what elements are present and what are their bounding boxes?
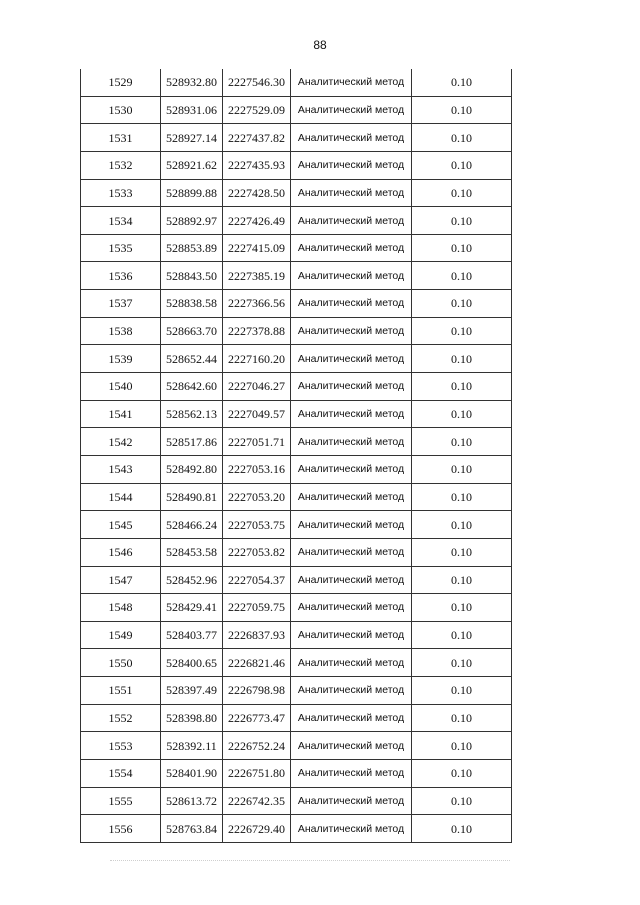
method-cell: Аналитический метод <box>291 538 412 566</box>
point-number-cell: 1547 <box>81 566 161 594</box>
method-cell: Аналитический метод <box>291 428 412 456</box>
y-coordinate-cell: 2227053.16 <box>223 455 291 483</box>
x-coordinate-cell: 528466.24 <box>161 511 223 539</box>
x-coordinate-cell: 528899.88 <box>161 179 223 207</box>
accuracy-cell: 0.10 <box>412 262 512 290</box>
point-number-cell: 1548 <box>81 594 161 622</box>
method-cell: Аналитический метод <box>291 345 412 373</box>
method-cell: Аналитический метод <box>291 483 412 511</box>
method-cell: Аналитический метод <box>291 179 412 207</box>
point-number-cell: 1532 <box>81 151 161 179</box>
method-cell: Аналитический метод <box>291 400 412 428</box>
accuracy-cell: 0.10 <box>412 345 512 373</box>
y-coordinate-cell: 2227428.50 <box>223 179 291 207</box>
method-cell: Аналитический метод <box>291 207 412 235</box>
method-cell: Аналитический метод <box>291 704 412 732</box>
table-row <box>81 262 512 290</box>
method-cell: Аналитический метод <box>291 69 412 96</box>
accuracy-cell: 0.10 <box>412 483 512 511</box>
table-row <box>81 538 512 566</box>
accuracy-cell: 0.10 <box>412 732 512 760</box>
y-coordinate-cell: 2226742.35 <box>223 787 291 815</box>
accuracy-cell: 0.10 <box>412 649 512 677</box>
table-row <box>81 455 512 483</box>
y-coordinate-cell: 2226752.24 <box>223 732 291 760</box>
x-coordinate-cell: 528562.13 <box>161 400 223 428</box>
method-cell: Аналитический метод <box>291 760 412 788</box>
x-coordinate-cell: 528429.41 <box>161 594 223 622</box>
x-coordinate-cell: 528892.97 <box>161 207 223 235</box>
table-row <box>81 151 512 179</box>
point-number-cell: 1535 <box>81 234 161 262</box>
accuracy-cell: 0.10 <box>412 787 512 815</box>
table-row <box>81 649 512 677</box>
accuracy-cell: 0.10 <box>412 594 512 622</box>
accuracy-cell: 0.10 <box>412 400 512 428</box>
y-coordinate-cell: 2226729.40 <box>223 815 291 843</box>
accuracy-cell: 0.10 <box>412 96 512 124</box>
table-row <box>81 234 512 262</box>
point-number-cell: 1533 <box>81 179 161 207</box>
y-coordinate-cell: 2227366.56 <box>223 290 291 318</box>
x-coordinate-cell: 528927.14 <box>161 124 223 152</box>
point-number-cell: 1552 <box>81 704 161 732</box>
x-coordinate-cell: 528921.62 <box>161 151 223 179</box>
point-number-cell: 1553 <box>81 732 161 760</box>
accuracy-cell: 0.10 <box>412 455 512 483</box>
method-cell: Аналитический метод <box>291 373 412 401</box>
y-coordinate-cell: 2227053.82 <box>223 538 291 566</box>
point-number-cell: 1538 <box>81 317 161 345</box>
method-cell: Аналитический метод <box>291 649 412 677</box>
accuracy-cell: 0.10 <box>412 317 512 345</box>
table-row <box>81 373 512 401</box>
point-number-cell: 1536 <box>81 262 161 290</box>
point-number-cell: 1556 <box>81 815 161 843</box>
method-cell: Аналитический метод <box>291 151 412 179</box>
accuracy-cell: 0.10 <box>412 815 512 843</box>
accuracy-cell: 0.10 <box>412 151 512 179</box>
y-coordinate-cell: 2227529.09 <box>223 96 291 124</box>
y-coordinate-cell: 2227546.30 <box>223 69 291 96</box>
footer-divider <box>110 860 510 862</box>
y-coordinate-cell: 2226837.93 <box>223 621 291 649</box>
point-number-cell: 1541 <box>81 400 161 428</box>
x-coordinate-cell: 528652.44 <box>161 345 223 373</box>
x-coordinate-cell: 528931.06 <box>161 96 223 124</box>
method-cell: Аналитический метод <box>291 262 412 290</box>
y-coordinate-cell: 2227385.19 <box>223 262 291 290</box>
x-coordinate-cell: 528403.77 <box>161 621 223 649</box>
table-row <box>81 124 512 152</box>
x-coordinate-cell: 528517.86 <box>161 428 223 456</box>
method-cell: Аналитический метод <box>291 511 412 539</box>
table-row <box>81 317 512 345</box>
x-coordinate-cell: 528398.80 <box>161 704 223 732</box>
page-number: 88 <box>313 38 327 52</box>
x-coordinate-cell: 528642.60 <box>161 373 223 401</box>
accuracy-cell: 0.10 <box>412 290 512 318</box>
accuracy-cell: 0.10 <box>412 566 512 594</box>
table-row <box>81 566 512 594</box>
table-row <box>81 207 512 235</box>
method-cell: Аналитический метод <box>291 317 412 345</box>
accuracy-cell: 0.10 <box>412 234 512 262</box>
x-coordinate-cell: 528853.89 <box>161 234 223 262</box>
point-number-cell: 1537 <box>81 290 161 318</box>
table-row <box>81 815 512 843</box>
x-coordinate-cell: 528843.50 <box>161 262 223 290</box>
y-coordinate-cell: 2227160.20 <box>223 345 291 373</box>
y-coordinate-cell: 2226821.46 <box>223 649 291 677</box>
method-cell: Аналитический метод <box>291 96 412 124</box>
point-number-cell: 1551 <box>81 677 161 705</box>
point-number-cell: 1540 <box>81 373 161 401</box>
y-coordinate-cell: 2226773.47 <box>223 704 291 732</box>
table-row <box>81 511 512 539</box>
x-coordinate-cell: 528763.84 <box>161 815 223 843</box>
point-number-cell: 1555 <box>81 787 161 815</box>
method-cell: Аналитический метод <box>291 677 412 705</box>
method-cell: Аналитический метод <box>291 815 412 843</box>
x-coordinate-cell: 528453.58 <box>161 538 223 566</box>
accuracy-cell: 0.10 <box>412 511 512 539</box>
accuracy-cell: 0.10 <box>412 760 512 788</box>
x-coordinate-cell: 528932.80 <box>161 69 223 96</box>
point-number-cell: 1554 <box>81 760 161 788</box>
y-coordinate-cell: 2227415.09 <box>223 234 291 262</box>
x-coordinate-cell: 528663.70 <box>161 317 223 345</box>
method-cell: Аналитический метод <box>291 621 412 649</box>
y-coordinate-cell: 2227049.57 <box>223 400 291 428</box>
point-number-cell: 1534 <box>81 207 161 235</box>
accuracy-cell: 0.10 <box>412 373 512 401</box>
table-row <box>81 96 512 124</box>
point-number-cell: 1544 <box>81 483 161 511</box>
table-row <box>81 428 512 456</box>
point-number-cell: 1529 <box>81 69 161 96</box>
table-row <box>81 483 512 511</box>
table-row <box>81 290 512 318</box>
accuracy-cell: 0.10 <box>412 207 512 235</box>
table-row <box>81 621 512 649</box>
y-coordinate-cell: 2226798.98 <box>223 677 291 705</box>
x-coordinate-cell: 528452.96 <box>161 566 223 594</box>
y-coordinate-cell: 2227437.82 <box>223 124 291 152</box>
method-cell: Аналитический метод <box>291 566 412 594</box>
method-cell: Аналитический метод <box>291 787 412 815</box>
point-number-cell: 1543 <box>81 455 161 483</box>
accuracy-cell: 0.10 <box>412 538 512 566</box>
point-number-cell: 1546 <box>81 538 161 566</box>
y-coordinate-cell: 2227426.49 <box>223 207 291 235</box>
table-row <box>81 677 512 705</box>
x-coordinate-cell: 528401.90 <box>161 760 223 788</box>
accuracy-cell: 0.10 <box>412 179 512 207</box>
x-coordinate-cell: 528392.11 <box>161 732 223 760</box>
table-row <box>81 345 512 373</box>
y-coordinate-cell: 2227059.75 <box>223 594 291 622</box>
method-cell: Аналитический метод <box>291 455 412 483</box>
y-coordinate-cell: 2227435.93 <box>223 151 291 179</box>
method-cell: Аналитический метод <box>291 732 412 760</box>
x-coordinate-cell: 528397.49 <box>161 677 223 705</box>
y-coordinate-cell: 2227054.37 <box>223 566 291 594</box>
accuracy-cell: 0.10 <box>412 124 512 152</box>
accuracy-cell: 0.10 <box>412 69 512 96</box>
table-row <box>81 760 512 788</box>
accuracy-cell: 0.10 <box>412 677 512 705</box>
point-number-cell: 1539 <box>81 345 161 373</box>
x-coordinate-cell: 528490.81 <box>161 483 223 511</box>
point-number-cell: 1542 <box>81 428 161 456</box>
table-row <box>81 704 512 732</box>
y-coordinate-cell: 2227053.75 <box>223 511 291 539</box>
point-number-cell: 1545 <box>81 511 161 539</box>
x-coordinate-cell: 528613.72 <box>161 787 223 815</box>
table-row <box>81 400 512 428</box>
x-coordinate-cell: 528400.65 <box>161 649 223 677</box>
accuracy-cell: 0.10 <box>412 428 512 456</box>
accuracy-cell: 0.10 <box>412 621 512 649</box>
point-number-cell: 1549 <box>81 621 161 649</box>
table-row <box>81 179 512 207</box>
point-number-cell: 1531 <box>81 124 161 152</box>
method-cell: Аналитический метод <box>291 290 412 318</box>
y-coordinate-cell: 2227378.88 <box>223 317 291 345</box>
point-number-cell: 1550 <box>81 649 161 677</box>
y-coordinate-cell: 2227053.20 <box>223 483 291 511</box>
method-cell: Аналитический метод <box>291 124 412 152</box>
table-row <box>81 787 512 815</box>
y-coordinate-cell: 2227051.71 <box>223 428 291 456</box>
table-row <box>81 732 512 760</box>
accuracy-cell: 0.10 <box>412 704 512 732</box>
method-cell: Аналитический метод <box>291 594 412 622</box>
table-row <box>81 69 512 96</box>
y-coordinate-cell: 2227046.27 <box>223 373 291 401</box>
x-coordinate-cell: 528838.58 <box>161 290 223 318</box>
coordinates-table <box>80 69 512 843</box>
x-coordinate-cell: 528492.80 <box>161 455 223 483</box>
point-number-cell: 1530 <box>81 96 161 124</box>
method-cell: Аналитический метод <box>291 234 412 262</box>
y-coordinate-cell: 2226751.80 <box>223 760 291 788</box>
table-row <box>81 594 512 622</box>
